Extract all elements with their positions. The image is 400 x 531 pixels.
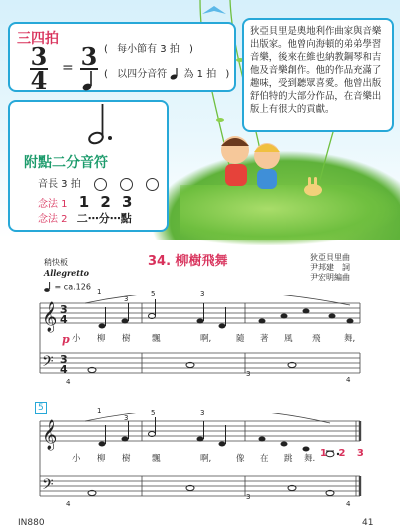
- finger-number: 4: [66, 500, 71, 508]
- note-head: [219, 324, 226, 329]
- count-method-2: [38, 210, 132, 226]
- finger-number: 5: [151, 409, 156, 417]
- count-number: 1: [320, 448, 327, 459]
- song-title: 34. 柳樹飛舞: [148, 254, 228, 269]
- note-head: [122, 437, 129, 442]
- ts-alt-numerator: 3: [80, 42, 98, 71]
- lyric-syllable: 啊,: [200, 334, 212, 344]
- note-head: [219, 442, 226, 447]
- note-head: [99, 442, 106, 447]
- count-inset: [320, 448, 364, 459]
- treble-clef-icon: 𝄞: [42, 302, 58, 332]
- page-number: 41: [362, 518, 374, 528]
- count2-label: 念法 2: [38, 214, 68, 225]
- lyric-syllable: 隨: [236, 334, 245, 344]
- finger-number: 1: [97, 288, 102, 296]
- time-signature-label: 三四拍: [17, 31, 59, 47]
- count-number: 2: [338, 448, 346, 459]
- count1-value: 2: [100, 193, 111, 211]
- note-head: [303, 447, 310, 452]
- finger-number: 4: [66, 378, 71, 386]
- quarter-note-icon: [170, 68, 180, 80]
- count1-value: 3: [121, 193, 133, 211]
- beat-circle: [146, 178, 159, 191]
- quarter-note-icon: [82, 70, 96, 92]
- lyric-syllable: 啊,: [200, 454, 212, 464]
- note-head: [197, 319, 204, 324]
- time-sig-explanation: ( 每小節有 3 拍 ) ( 以四分音符 為 1 拍 ): [104, 44, 230, 80]
- lyric-syllable: 柳: [97, 454, 106, 464]
- composer-info-text: 狄亞貝里是奧地利作曲家與音樂出版家。他曾向海頓的弟弟學習音樂，後來在維也納教鋼琴和吉他及音樂創作。他的作品充滿了趣味，受到聽眾喜愛。他曾出版舒伯特的大部分作品，在音樂出版上有很大的貢獻。: [250, 26, 382, 115]
- note-head: [303, 309, 310, 314]
- credit-lyricist: 尹邦建 詞: [310, 263, 350, 272]
- tempo-chinese: 稍快板: [44, 258, 68, 267]
- tempo-italian: Allegretto: [44, 268, 89, 278]
- lyric-syllable: 著: [260, 334, 269, 344]
- time-signature-fraction: [30, 42, 48, 95]
- beats-row: [38, 175, 159, 191]
- ts-denominator: 4: [60, 313, 68, 326]
- dotted-half-title: 附點二分音符: [24, 155, 108, 171]
- metronome-mark: = ca.126: [54, 282, 91, 292]
- explain-line-1: 每小節有 3 拍: [117, 44, 180, 55]
- finger-number: 3: [124, 295, 129, 303]
- ts-denominator: 4: [60, 363, 68, 376]
- song-credits: [310, 253, 350, 283]
- lyric-syllable: 在: [260, 454, 269, 464]
- rabbit-icon: [300, 175, 326, 197]
- lyric-syllable: 舞,: [344, 334, 356, 344]
- dotted-half-note-icon: [86, 100, 126, 148]
- explain-line-2-suffix: 為 1 拍: [183, 69, 217, 80]
- count2-text: 二⋯分⋯點: [76, 212, 132, 225]
- lyric-syllable: 飄: [152, 454, 161, 464]
- bird-icon: [200, 2, 230, 22]
- children-illustration: [205, 130, 315, 210]
- finger-number: 1: [97, 407, 102, 415]
- finger-number: 3: [124, 414, 129, 422]
- count-method-1: [38, 193, 132, 211]
- ts-numerator: 3: [60, 353, 68, 366]
- finger-number: 3: [246, 370, 251, 378]
- bass-clef-icon: 𝄢: [42, 353, 54, 374]
- treble-clef-icon: 𝄞: [42, 420, 58, 450]
- finger-number: 3: [200, 409, 205, 417]
- measure-number: 5: [35, 402, 47, 414]
- lyric-syllable: 飄: [152, 334, 161, 344]
- phrase-slur: [85, 413, 330, 423]
- note-head: [197, 437, 204, 442]
- ts-numerator: 3: [60, 303, 68, 316]
- note-head: [281, 314, 288, 319]
- finger-number: 3: [200, 290, 205, 298]
- count1-value: 1: [78, 193, 90, 211]
- note-head: [347, 319, 354, 324]
- bass-clef-icon: 𝄢: [42, 476, 54, 497]
- note-head: [281, 442, 288, 447]
- dynamic-marking: p: [62, 333, 70, 346]
- tempo-marking: [44, 258, 91, 293]
- beat-circle: [94, 178, 107, 191]
- lyric-syllable: 舞.: [304, 454, 316, 464]
- quarter-note-icon: [44, 282, 52, 292]
- finger-number: 4: [346, 500, 351, 508]
- note-head: [259, 319, 266, 324]
- note-head: [122, 319, 129, 324]
- time-signature-alt: [80, 42, 98, 95]
- lyric-syllable: 風: [284, 334, 293, 344]
- lyric-syllable: 像: [236, 454, 245, 464]
- explain-line-2-prefix: 以四分音符: [117, 69, 168, 80]
- lyric-syllable: 柳: [97, 334, 106, 344]
- book-code: IN880: [18, 518, 45, 528]
- credit-composer: 狄亞貝里曲: [310, 253, 350, 262]
- beats-label: 音長 3 拍: [38, 179, 81, 190]
- lyric-syllable: 小: [72, 454, 81, 464]
- ts-denominator: 4: [30, 66, 48, 95]
- lyric-syllable: 跳: [284, 454, 293, 464]
- count1-label: 念法 1: [38, 199, 68, 210]
- beat-circle: [120, 178, 133, 191]
- lyric-syllable: 樹: [122, 454, 131, 464]
- note-head: [329, 314, 336, 319]
- lyric-syllable: 樹: [122, 334, 131, 344]
- finger-number: 4: [346, 376, 351, 384]
- lyric-syllable: 小: [72, 334, 81, 344]
- credit-arranger: 尹宏明編曲: [310, 273, 350, 282]
- equals-sign: =: [62, 60, 74, 76]
- ts-numerator: 3: [30, 42, 48, 71]
- note-head: [259, 437, 266, 442]
- finger-number: 3: [246, 493, 251, 501]
- count-number: 3: [356, 448, 364, 459]
- lyric-syllable: 飛: [312, 334, 321, 344]
- note-head: [99, 324, 106, 329]
- finger-number: 5: [151, 290, 156, 298]
